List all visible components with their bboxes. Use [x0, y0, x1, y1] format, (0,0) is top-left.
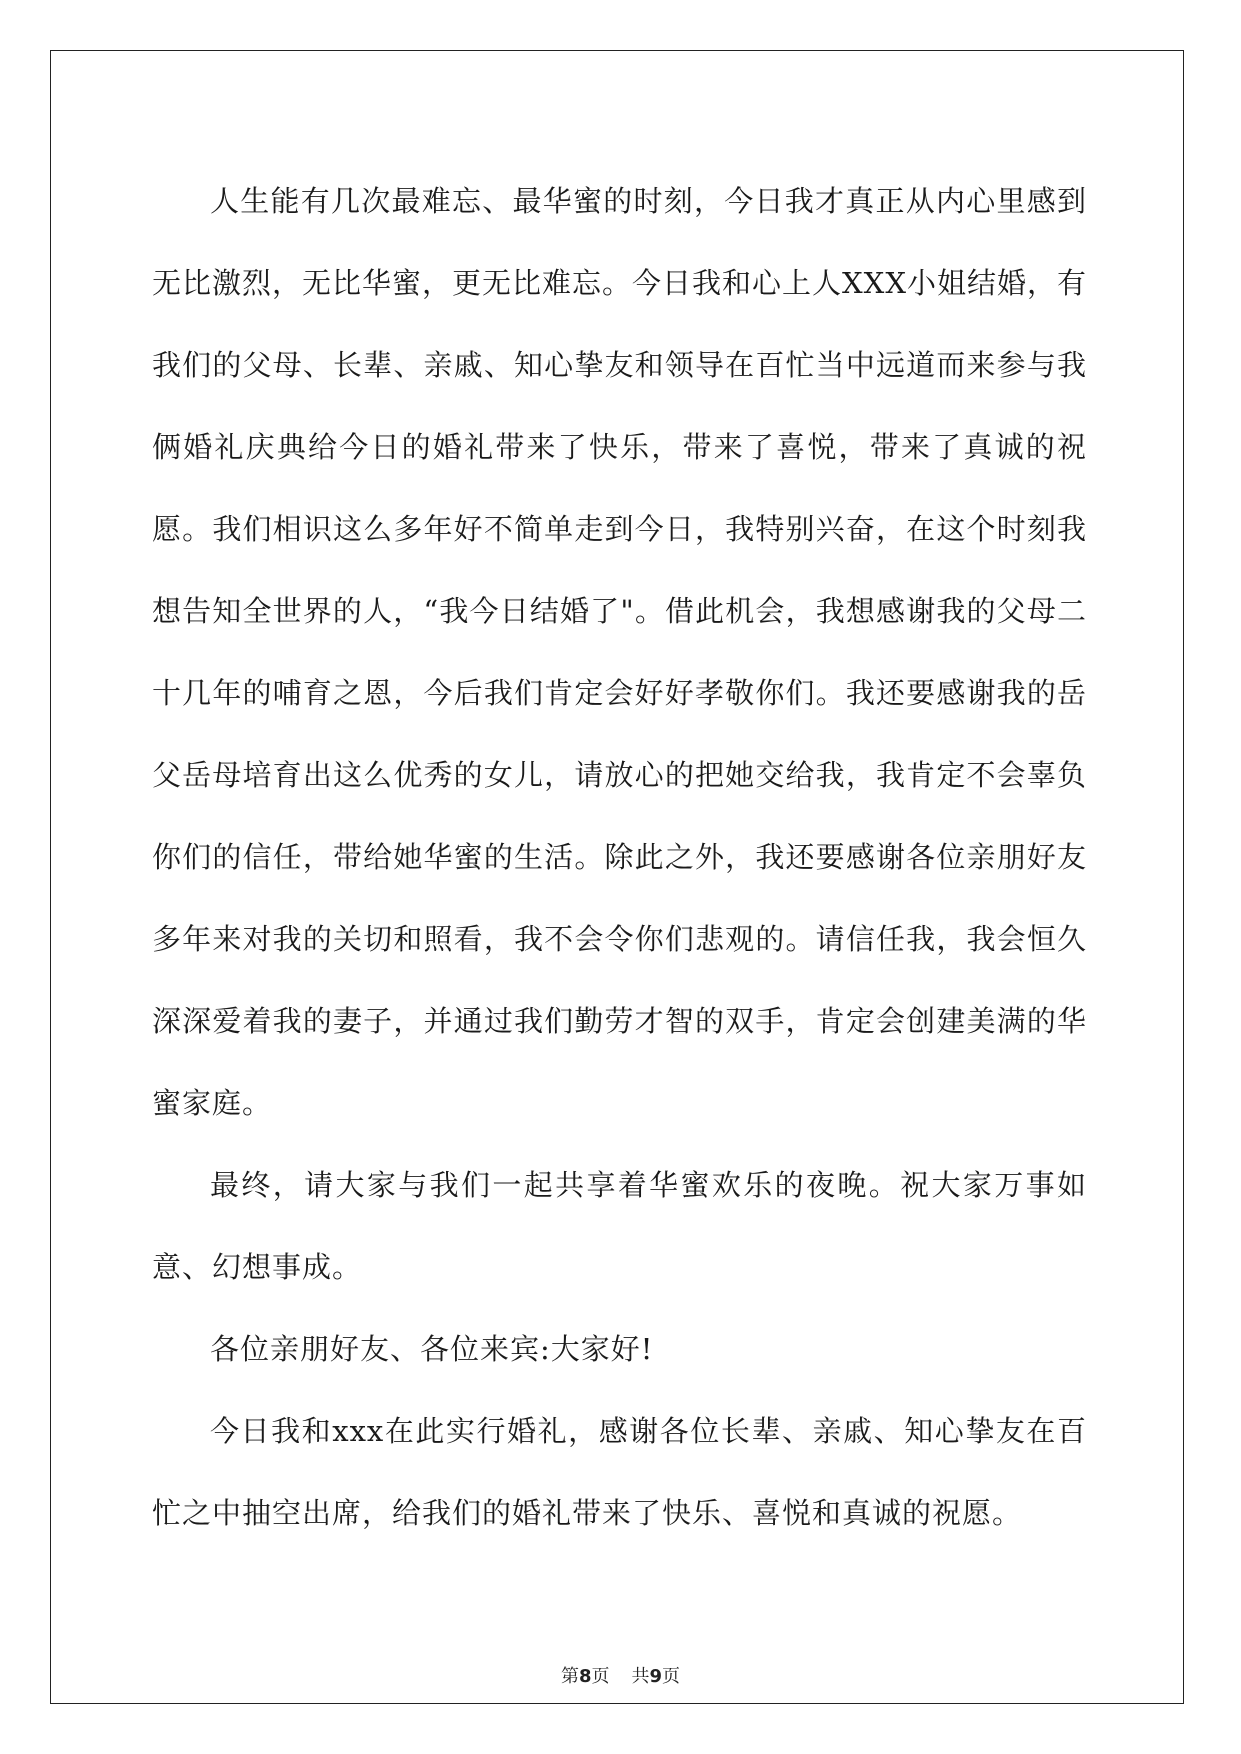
paragraph-1: 人生能有几次最难忘、最华蜜的时刻，今日我才真正从内心里感到无比激烈，无比华蜜，更无比难忘。今日我和心上人XXX小姐结婚，有我们的父母、长辈、亲戚、知心挚友和领导在百忙当中远道而来参与我俩婚礼庆典给今日的婚礼带来了快乐，带来了喜悦，带来了真诚的祝愿。我们相识这么多年好不简单走到今日，我特别兴奋，在这个时刻我想告知全世界的人，“我今日结婚了"。借此机会，我想感谢我的父母二十几年的哺育之恩，今后我们肯定会好好孝敬你们。我还要感谢我的岳父岳母培育出这么优秀的女儿，请放心的把她交给我，我肯定不会辜负你们的信任，带给她华蜜的生活。除此之外，我还要感谢各位亲朋好友多年来对我的关切和照看，我不会令你们悲观的。请信任我，我会恒久深深爱着我的妻子，并通过我们勤劳才智的双手，肯定会创建美满的华蜜家庭。 — [152, 184, 1087, 1120]
total-suffix: 页 — [662, 1666, 681, 1687]
total-page-number: 9 — [649, 1666, 663, 1687]
paragraph-3: 各位亲朋好友、各位来宾:大家好! — [210, 1332, 654, 1366]
paragraph-4: 今日我和xxx在此实行婚礼，感谢各位长辈、亲戚、知心挚友在百忙之中抽空出席，给我们的婚礼带来了快乐、喜悦和真诚的祝愿。 — [152, 1414, 1087, 1530]
current-page-number: 8 — [578, 1666, 592, 1687]
paragraph-2: 最终，请大家与我们一起共享着华蜜欢乐的夜晚。祝大家万事如意、幻想事成。 — [152, 1168, 1087, 1284]
page-prefix: 第 — [560, 1666, 579, 1687]
page-suffix: 页 — [591, 1666, 610, 1687]
total-prefix: 共 — [631, 1666, 650, 1687]
document-body — [152, 160, 1087, 1554]
page-footer — [0, 1662, 1241, 1688]
